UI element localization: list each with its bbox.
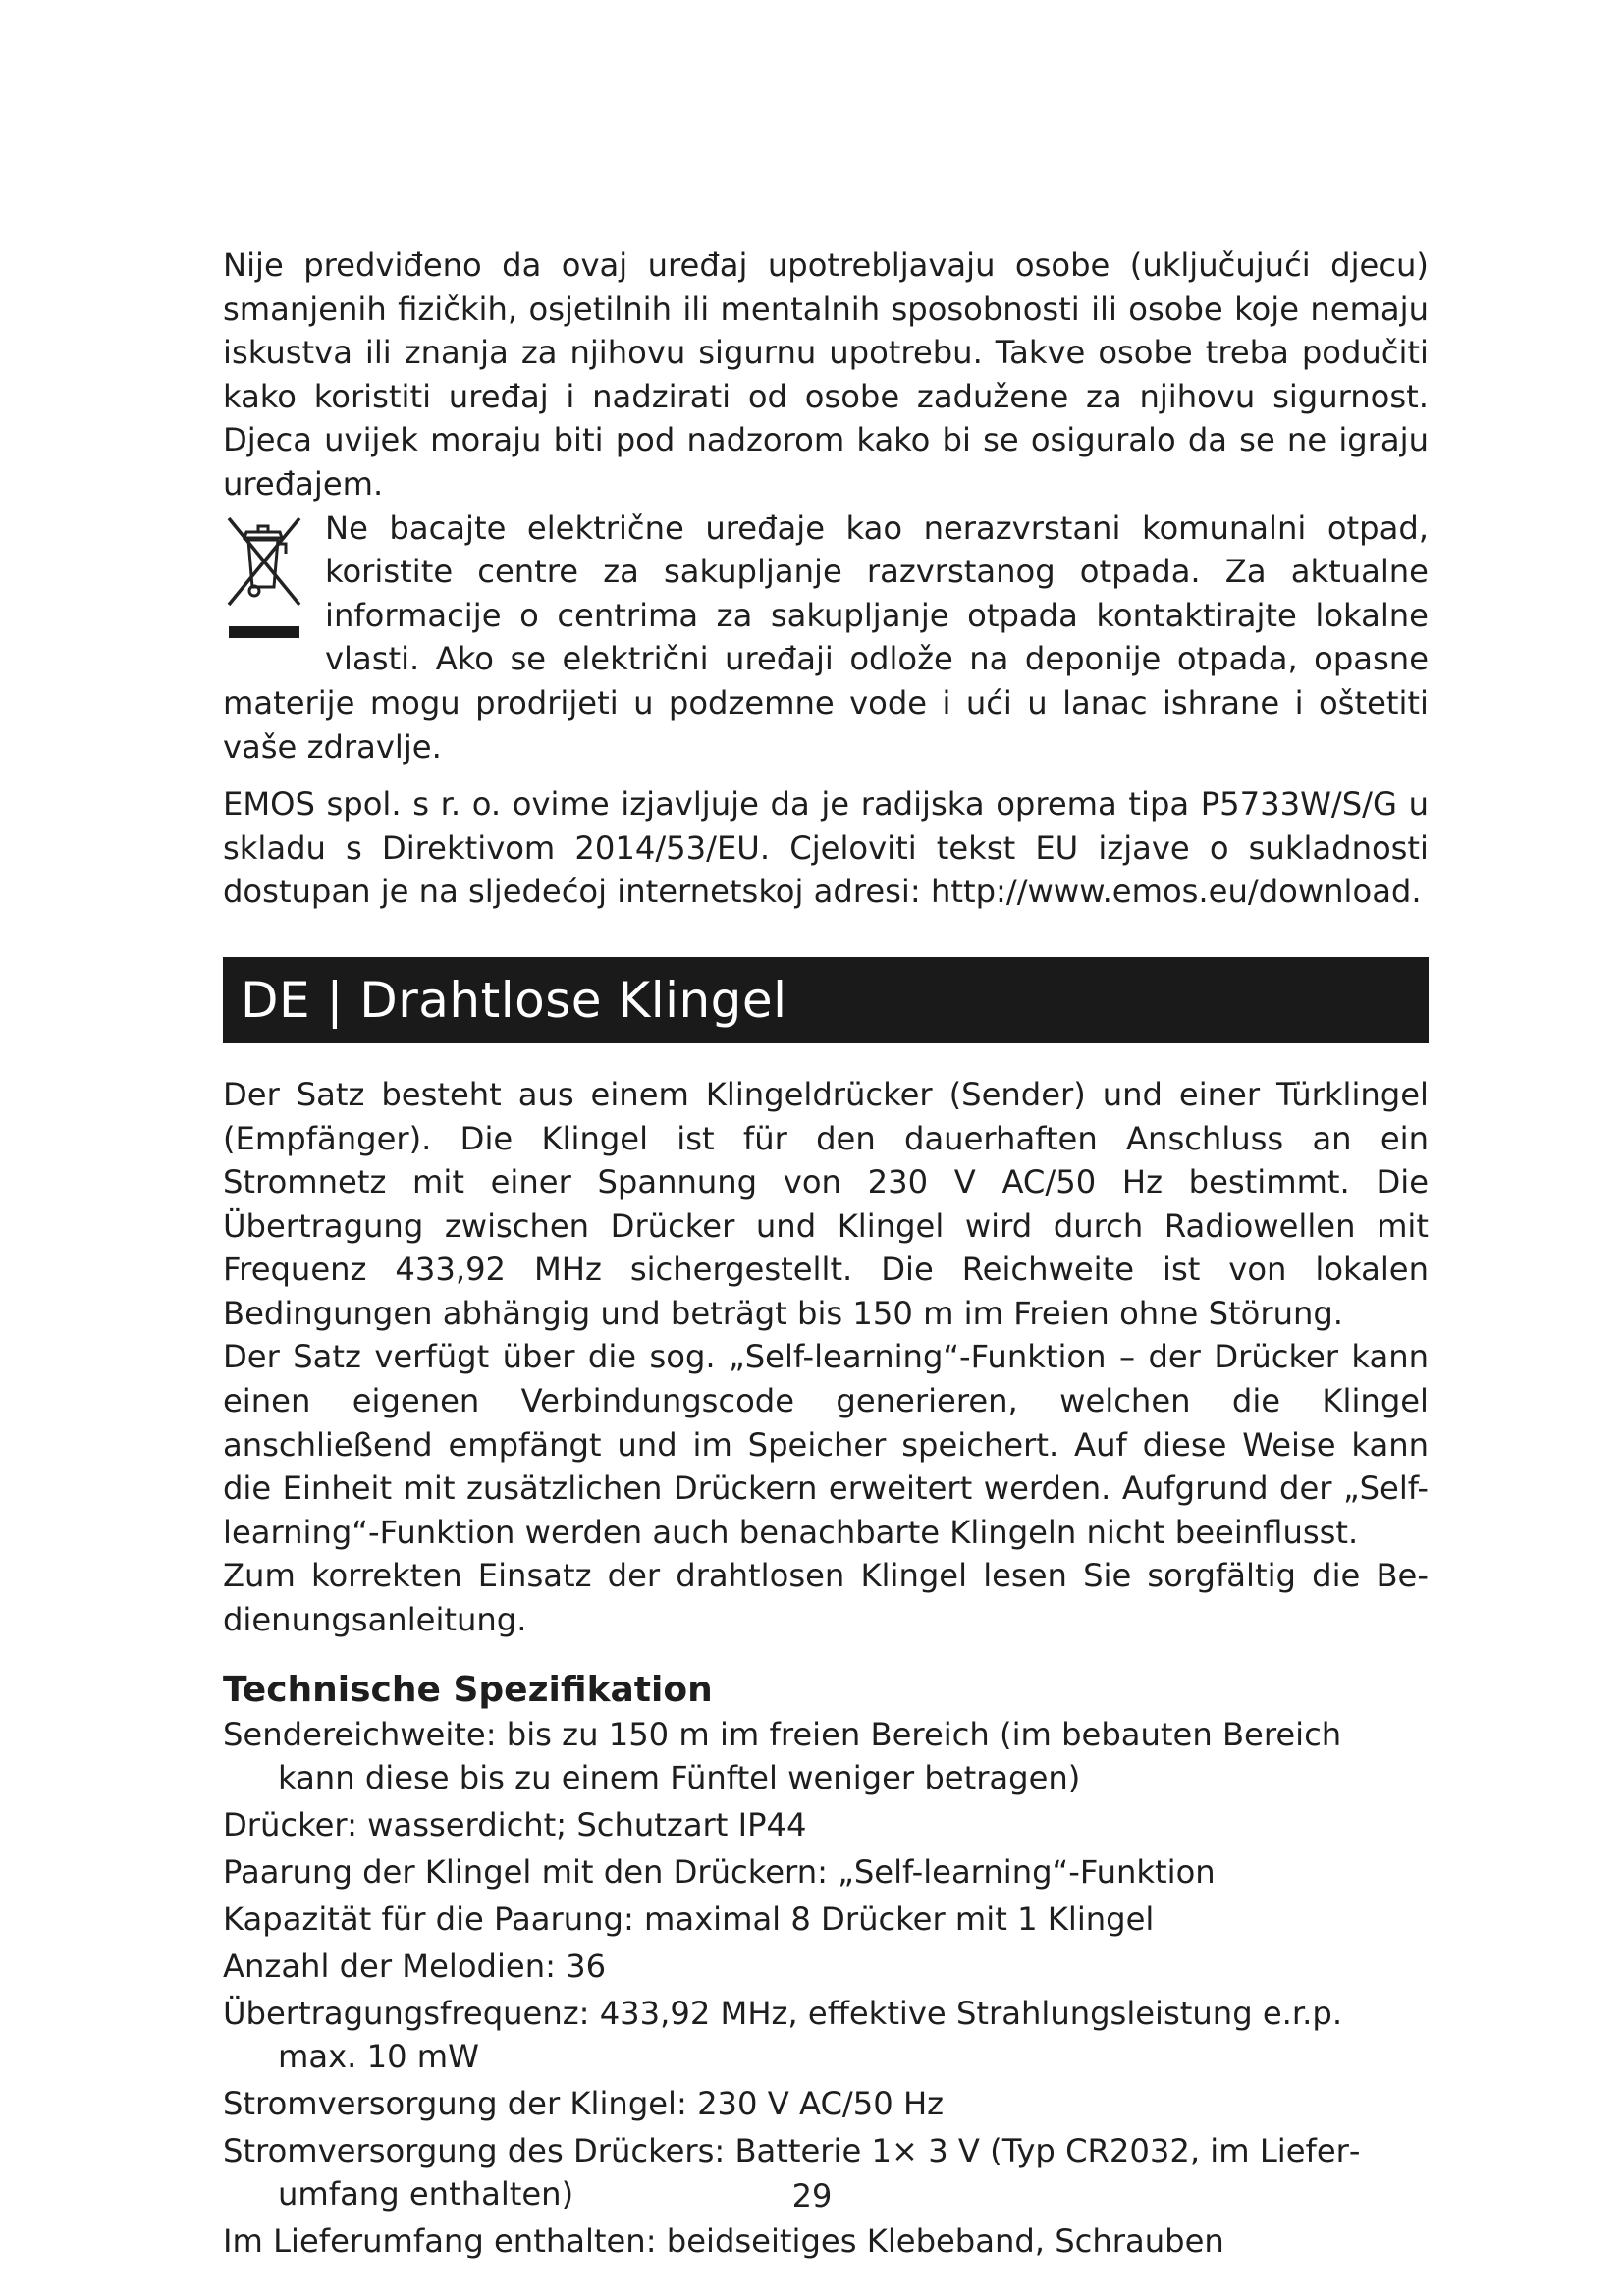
section-title: DE | Drahtlose Klingel bbox=[241, 971, 787, 1029]
page-number: 29 bbox=[791, 2177, 833, 2215]
spec-item: Stromversorgung des Drückers: Batterie 1× 3 V (Typ CR2032, im Lieferumfang enthalten) bbox=[223, 2131, 1361, 2213]
section-header bbox=[223, 957, 1429, 1043]
page-content bbox=[223, 243, 1429, 2267]
safety-paragraph: Nije predviđeno da ovaj uređaj upotrebljavaju osobe (uključujući djecu) smanjenih fizičkih, osjetilnih ili mentalnih sposobnosti ili osobe koje nemaju iskustva ili znanja za njihovu sigurnu upotrebu. Takve osobe treba podučiti kako koristiti uređaj i nadzirati od osobe zadužene za njihovu sigurnost. Djeca uvijek moraju biti pod nadzorom kako bi se osiguralo da se ne igraju uređajem. bbox=[223, 246, 1429, 503]
spec-item: Drücker: wasserdicht; Schutzart IP44 bbox=[223, 1805, 807, 1843]
spec-item: Im Lieferumfang enthalten: beidseitiges Klebeband, Schrauben bbox=[223, 2221, 1224, 2260]
spec-item: Anzahl der Melodien: 36 bbox=[223, 1947, 607, 1985]
description-paragraph: Der Satz besteht aus einem Klingeldrücker (Sender) und einer Türklingel (Empfänger). Die Klingel ist für den dauerhaften Anschluss an ein Stromnetz mit einer Spannung von 230 V AC/50 Hz bestimmt. Die Übertragung zwischen Drücker und Klingel wird durch Radiowellen mit Frequenz 433,92 MHz sichergestellt. Die Reichweite ist von lokalen Bedingungen abhängig und beträgt bis 150 m im Freien ohne Störung. bbox=[223, 1075, 1429, 1332]
spec-item: Sendereichweite: bis zu 150 m im freien Bereich (im bebauten Bereich kann diese bis zu einem Fünftel weniger betragen) bbox=[223, 1715, 1342, 1796]
spec-item: Übertragungsfrequenz: 433,92 MHz, effektive Strahlungsleistung e.r.p. max. 10 mW bbox=[223, 1994, 1343, 2075]
spec-item: Stromversorgung der Klingel: 230 V AC/50 Hz bbox=[223, 2084, 945, 2122]
spec-item: Kapazität für die Paarung: maximal 8 Drücker mit 1 Klingel bbox=[223, 1899, 1155, 1938]
manual-note-paragraph: Zum korrekten Einsatz der drahtlosen Klingel lesen Sie sorgfältig die Bedienungsanleitung. bbox=[223, 1557, 1429, 1639]
declaration-paragraph: EMOS spol. s r. o. ovime izjavljuje da je radijska oprema tipa P5733W/S/G u skladu s Direktivom 2014/53/EU. Cjeloviti tekst EU izjave o sukladnosti dostupan je na sljedećoj internetskoj adresi: http://www.emos.eu/download. bbox=[223, 785, 1429, 911]
spec-heading: Technische Spezifikation bbox=[223, 1669, 713, 1710]
disposal-block bbox=[223, 507, 1429, 770]
spec-item: Paarung der Klingel mit den Drückern: „Self-learning“-Funktion bbox=[223, 1852, 1216, 1891]
self-learning-paragraph: Der Satz verfügt über die sog. „Self-learning“-Funktion – der Drücker kann einen eigenen Verbindungscode generieren, welchen die Klingel anschließend empfängt und im Speicher speichert. Auf diese Weise kann die Einheit mit zusätzlichen Drückern erweitert werden. Aufgrund der „Self-learning“-Funktion werden auch benachbarte Klingeln nicht beeinflusst. bbox=[223, 1338, 1429, 1551]
crossed-out-wheelie-bin-icon bbox=[223, 510, 305, 648]
disposal-paragraph: Ne bacajte električne uređaje kao nerazvrstani komunalni otpad, koristite centre za sakupljanje razvrstanog otpada. Za aktualne informacije o centrima za sakupljanje otpada kontaktirajte lokalne vlasti. Ako se električni uređaji odlože na deponije otpada, opasne materije mogu prodrijeti u podzemne vode i ući u lanac ishrane i oštetiti vaše zdravlje. bbox=[223, 508, 1429, 766]
